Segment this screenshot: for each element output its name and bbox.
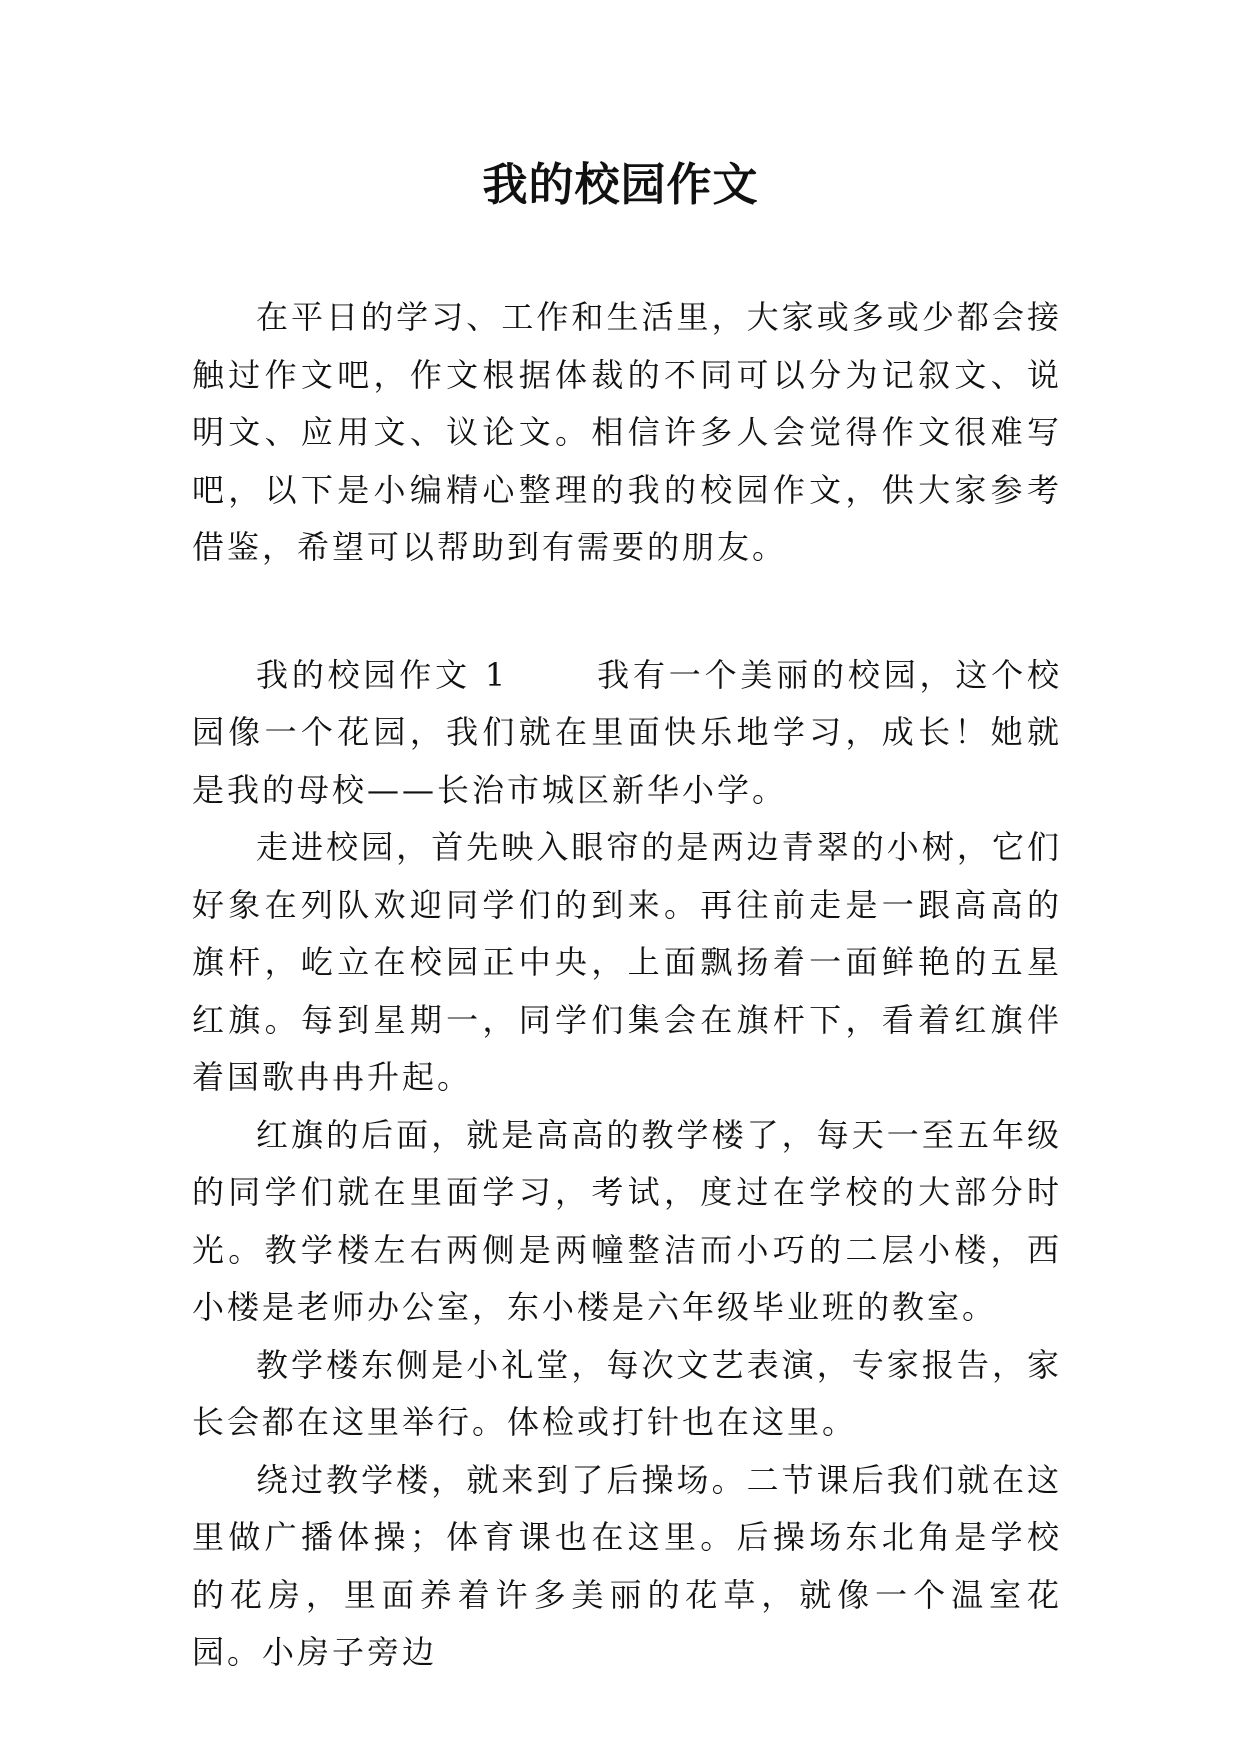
paragraph-1: 我有一个美丽的校园，这个校园像一个花园，我们就在里面快乐地学习，成长！她就是我的母校——长治市城区新华小学。 — [192, 655, 1062, 809]
document-body — [192, 289, 1062, 1682]
paragraph-4: 教学楼东侧是小礼堂，每次文艺表演，专家报告，家长会都在这里举行。体检或打针也在这里。 — [192, 1345, 1062, 1441]
section-first-paragraph — [192, 647, 1062, 820]
document-title: 我的校园作文 — [482, 158, 759, 211]
paragraph-5: 绕过教学楼，就来到了后操场。二节课后我们就在这里做广播体操；体育课也在这里。后操场东北角是学校的花房，里面养着许多美丽的花草，就像一个温室花园。小房子旁边 — [192, 1460, 1062, 1671]
paragraph-2: 走进校园，首先映入眼帘的是两边青翠的小树，它们好象在列队欢迎同学们的到来。再往前走是一跟高高的旗杆，屹立在校园正中央，上面飘扬着一面鲜艳的五星红旗。每到星期一，同学们集会在旗杆下，看着红旗伴着国歌冉冉升起。 — [192, 828, 1062, 1096]
paragraph-3: 红旗的后面，就是高高的教学楼了，每天一至五年级的同学们就在里面学习，考试，度过在学校的大部分时光。教学楼左右两侧是两幢整洁而小巧的二层小楼，西小楼是老师办公室，东小楼是六年级毕业班的教室。 — [192, 1115, 1062, 1326]
intro-paragraph: 在平日的学习、工作和生活里，大家或多或少都会接触过作文吧，作文根据体裁的不同可以分为记叙文、说明文、应用文、议论文。相信许多人会觉得作文很难写吧，以下是小编精心整理的我的校园作文，供大家参考借鉴，希望可以帮助到有需要的朋友。 — [192, 298, 1062, 566]
section-heading: 我的校园作文 1 — [256, 655, 509, 694]
